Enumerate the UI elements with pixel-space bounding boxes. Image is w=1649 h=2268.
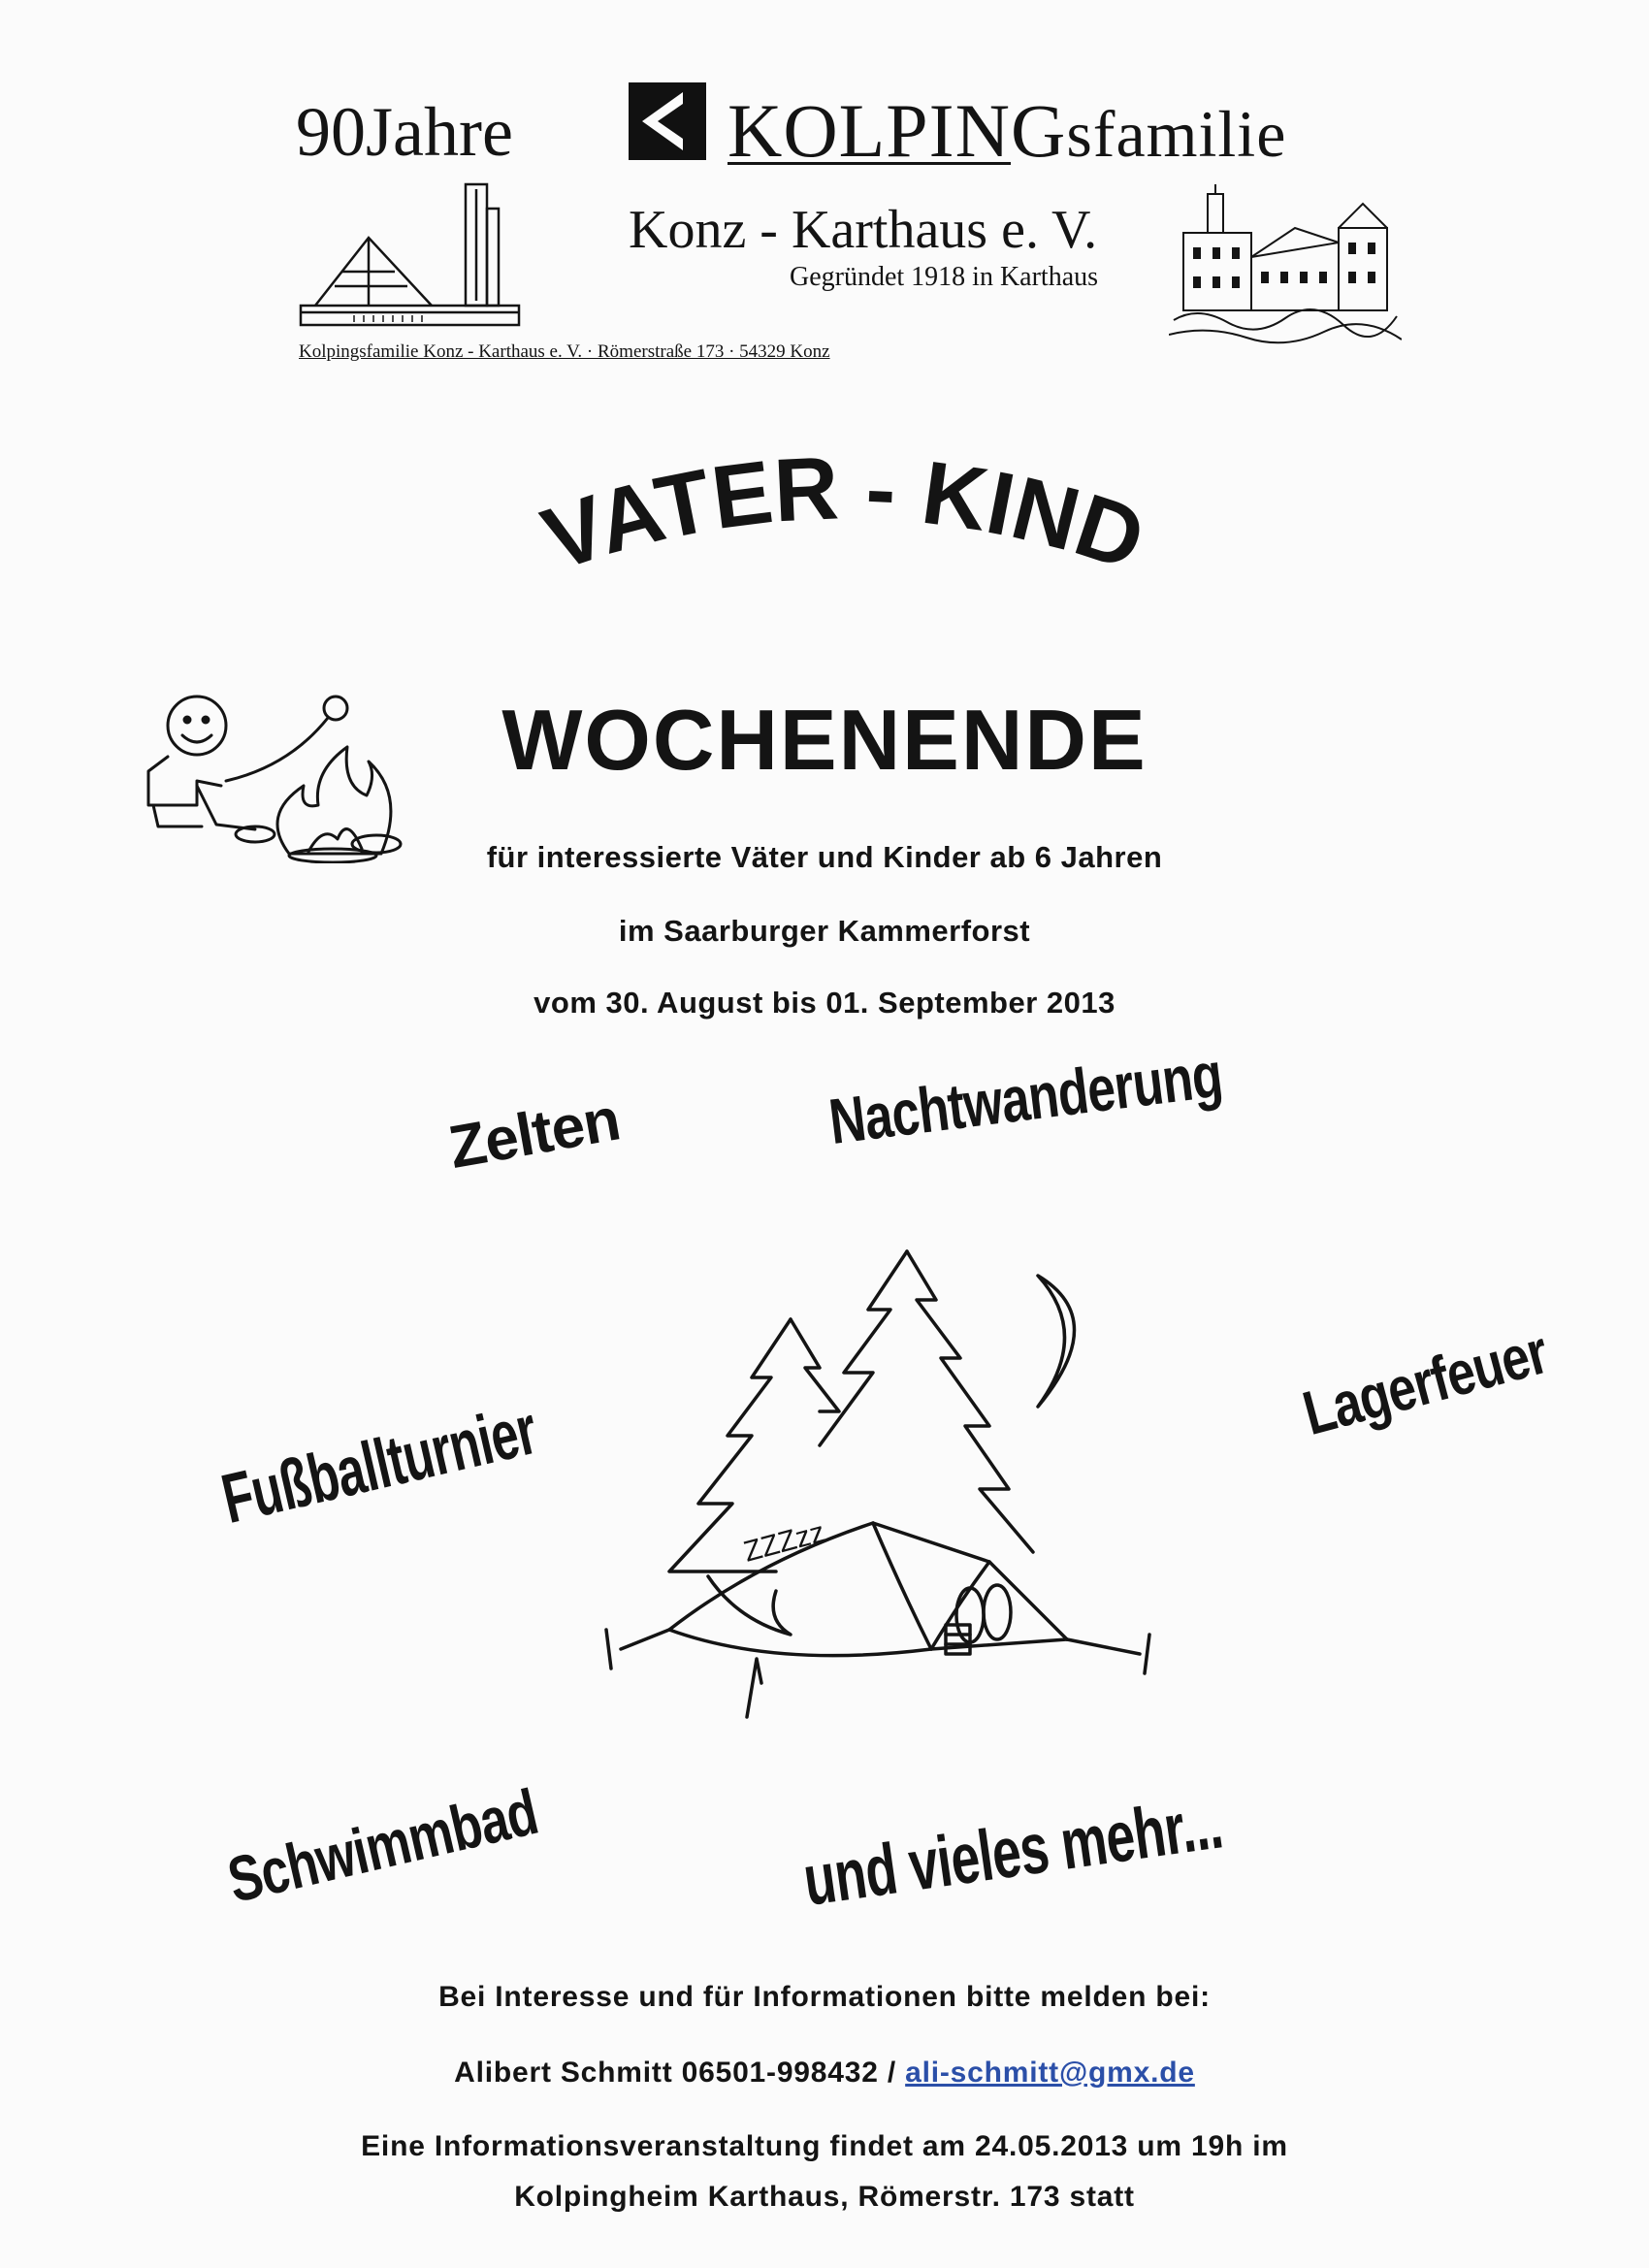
brand-name xyxy=(728,87,1286,175)
activity-swimming-pool: Schwimmbad xyxy=(221,1775,544,1917)
contact-email-link[interactable]: ali-schmitt@gmx.de xyxy=(905,2057,1195,2089)
event-info-line-2: Kolpingheim Karthaus, Römerstr. 173 statt xyxy=(514,2181,1135,2213)
anniversary-label: 90Jahre xyxy=(296,93,513,171)
founded-note: Gegründet 1918 in Karthaus xyxy=(790,262,1099,292)
church-illustration xyxy=(296,179,529,335)
kolping-k-logo-icon xyxy=(629,82,706,160)
castle-illustration xyxy=(1169,184,1402,354)
info-dates: vom 30. August bis 01. September 2013 xyxy=(534,986,1116,1020)
title-line-1 xyxy=(466,427,1222,621)
activity-and-much-more: und vieles mehr... xyxy=(798,1782,1227,1922)
activity-campfire: Lagerfeuer xyxy=(1296,1316,1555,1449)
contact-intro: Bei Interesse und für Informationen bitte melden bei: xyxy=(438,1981,1211,2013)
title-line-2: WOCHENENDE xyxy=(501,692,1148,788)
activity-football-tournament: Fußballturnier xyxy=(214,1391,544,1539)
tent-snore-text: ZZZzz xyxy=(740,1515,828,1569)
info-audience: für interessierte Väter und Kinder ab 6 Jahren xyxy=(486,840,1163,874)
brand-name-underlined: KOLPIN xyxy=(728,88,1011,173)
tent-trees-moon-illustration xyxy=(582,1242,1183,1751)
activity-tenting: Zelten xyxy=(443,1085,625,1183)
brand-name-g: G xyxy=(1011,88,1067,173)
contact-line xyxy=(0,2057,1649,2090)
svg-text:VATER - KIND: VATER - KIND xyxy=(531,438,1156,590)
event-info-line-1: Eine Informationsveranstaltung findet am 24.05.2013 um 19h im xyxy=(361,2130,1288,2162)
organization-address: Kolpingsfamilie Konz - Karthaus e. V. · Römerstraße 173 · 54329 Konz xyxy=(299,341,830,362)
organization-subtitle: Konz - Karthaus e. V. xyxy=(629,200,1098,260)
contact-person: Alibert Schmitt 06501-998432 / xyxy=(454,2057,906,2089)
activity-night-hike: Nachtwanderung xyxy=(824,1037,1226,1158)
brand-name-rest: sfamilie xyxy=(1066,97,1287,171)
info-location: im Saarburger Kammerforst xyxy=(618,914,1031,948)
